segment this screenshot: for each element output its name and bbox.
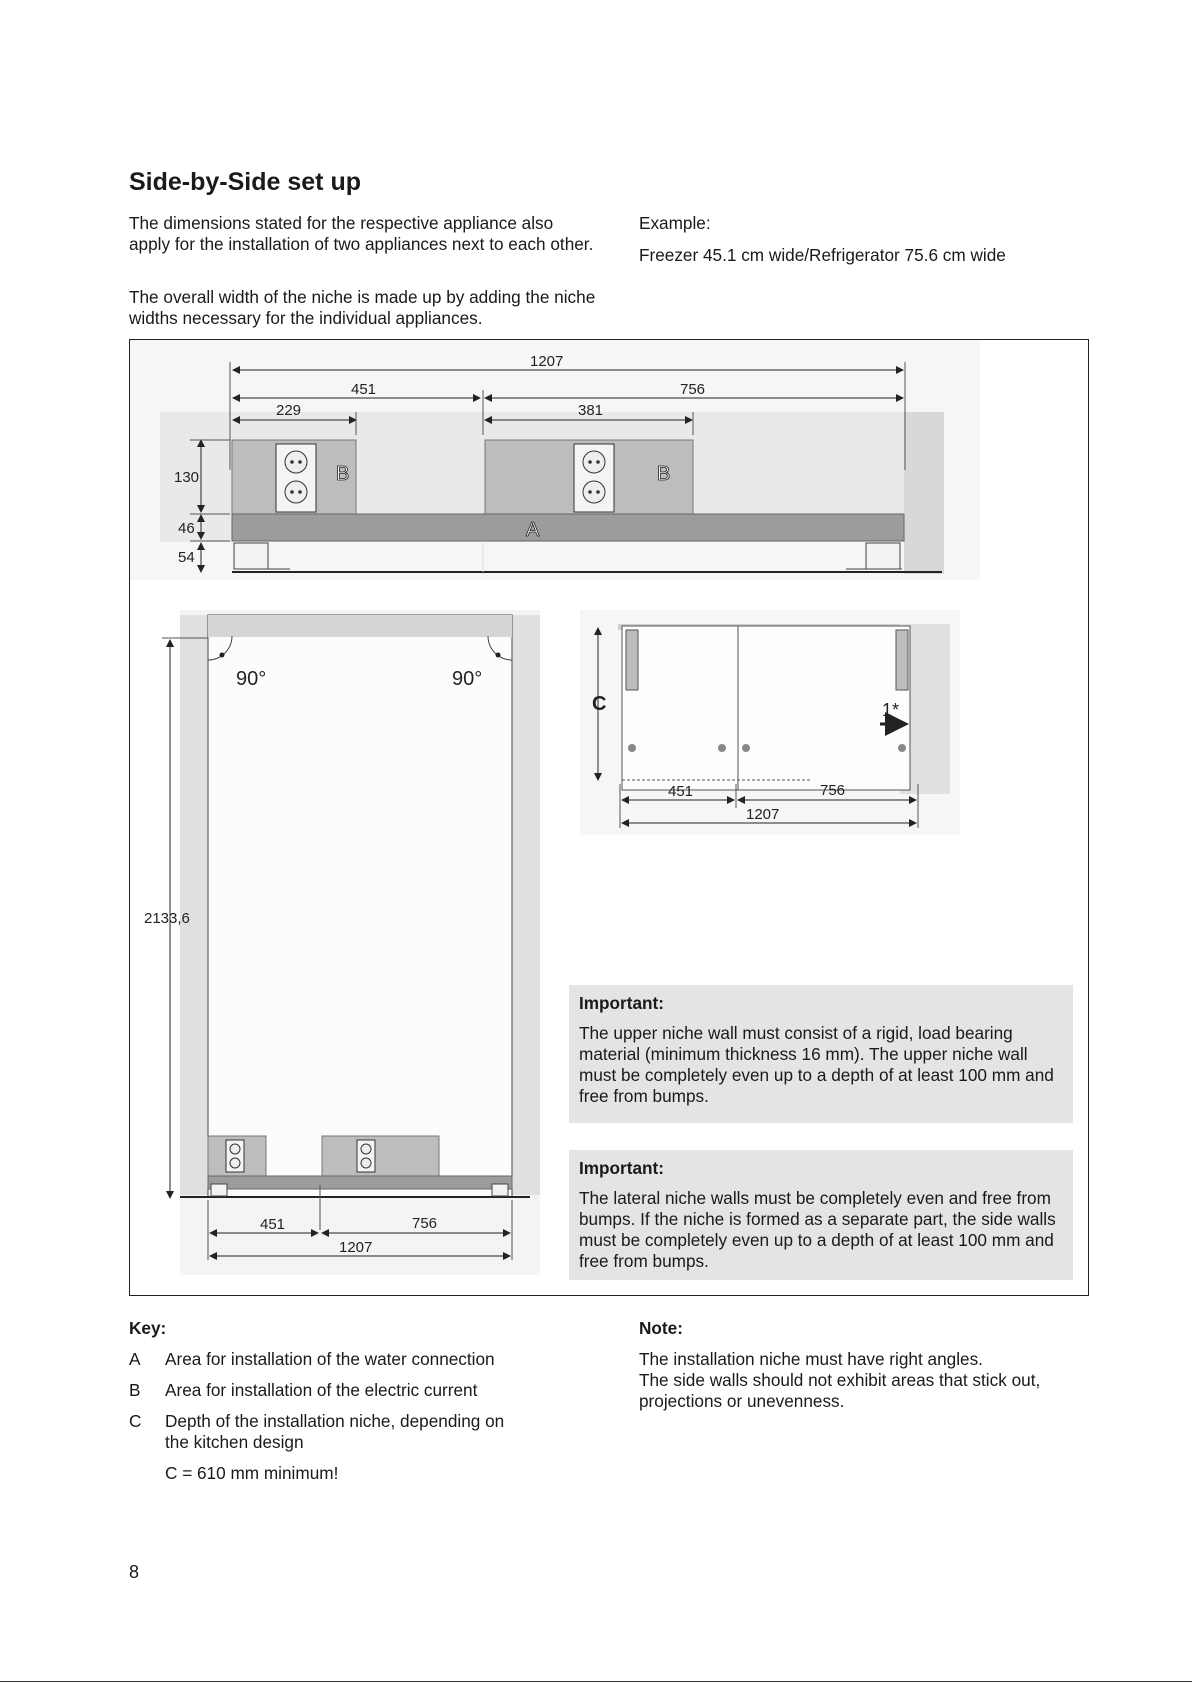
note-line-1: The installation niche must have right angles. [639,1349,983,1369]
intro-paragraph-1: The dimensions stated for the respective appliance also apply for the installation of two appliances next to each other. [129,213,594,254]
page-number: 8 [129,1562,140,1582]
top-dim-socket-left: 229 [276,402,302,419]
intro-paragraph-2: The overall width of the niche is made up by adding the niche widths necessary for the individual appliances. [129,287,596,328]
socket-icon [226,1140,244,1172]
key-item-b [129,1380,549,1402]
important-heading: Important: [579,993,664,1013]
key-letter: A [129,1349,141,1369]
front-dim-total: 1207 [339,1239,373,1256]
top-dim-total: 1207 [530,353,564,370]
important-box-upper-wall [569,985,1073,1123]
note-heading: Note: [639,1318,683,1338]
important-text: The upper niche wall must consist of a rigid, load bearing material (minimum thickness 16 mm). The upper niche wall must be completely even up to a depth of at least 100 mm and free from bumps. [579,1023,1054,1106]
example-label: Example: [639,213,711,233]
key-c-note: C = 610 mm minimum! [165,1463,339,1483]
key-item-c [129,1411,549,1455]
key-heading: Key: [129,1318,167,1338]
key-letter: B [129,1380,141,1400]
plan-label-arrow: 1* [882,700,900,720]
socket-icon [574,444,614,512]
socket-area-right [322,1136,439,1176]
key-item-a [129,1349,549,1371]
top-dim-right: 756 [680,381,706,398]
plan-dim-right: 756 [820,782,846,799]
plan-dim-total: 1207 [746,806,780,823]
front-elevation-diagram [130,610,540,1275]
water-connection-area [208,1176,512,1189]
important-heading: Important: [579,1158,664,1178]
key-text: Depth of the installation niche, depending on the kitchen design [165,1411,505,1452]
top-dim-left: 451 [351,381,377,398]
plan-view-diagram [580,610,960,835]
water-connection-area [232,514,904,541]
label-a: A [526,519,540,541]
angle-left: 90° [236,668,267,690]
label-b-left: B [336,463,350,485]
top-dim-h3: 54 [178,549,195,566]
angle-right: 90° [452,668,483,690]
front-dim-right: 756 [412,1215,438,1232]
note-line-2: The side walls should not exhibit areas that stick out, projections or unevenness. [639,1370,1041,1411]
bottom-rule [0,1681,1192,1682]
top-dim-h1: 130 [174,469,200,486]
appliance-left [622,626,738,790]
key-letter: C [129,1411,142,1431]
niche-opening [208,615,512,1197]
socket-icon [357,1140,375,1172]
example-text: Freezer 45.1 cm wide/Refrigerator 75.6 cm wide [639,245,1006,265]
plan-dim-left: 451 [668,783,694,800]
socket-icon [276,444,316,512]
top-dim-h2: 46 [178,520,195,537]
front-dim-height: 2133,6 [144,910,190,927]
top-dim-socket-right: 381 [578,402,604,419]
front-dim-left: 451 [260,1216,286,1233]
key-text: Area for installation of the electric current [165,1380,478,1400]
important-text: The lateral niche walls must be completely even and free from bumps. If the niche is formed as a separate part, the side walls must be completely even up to a depth of at least 100 mm and free from bumps. [579,1188,1056,1271]
label-b-right: B [657,463,671,485]
key-text: Area for installation of the water connection [165,1349,495,1369]
top-elevation-diagram [130,340,980,580]
important-box-lateral-walls [569,1150,1073,1280]
page-title: Side-by-Side set up [129,168,361,196]
plan-label-c: C [592,693,607,715]
